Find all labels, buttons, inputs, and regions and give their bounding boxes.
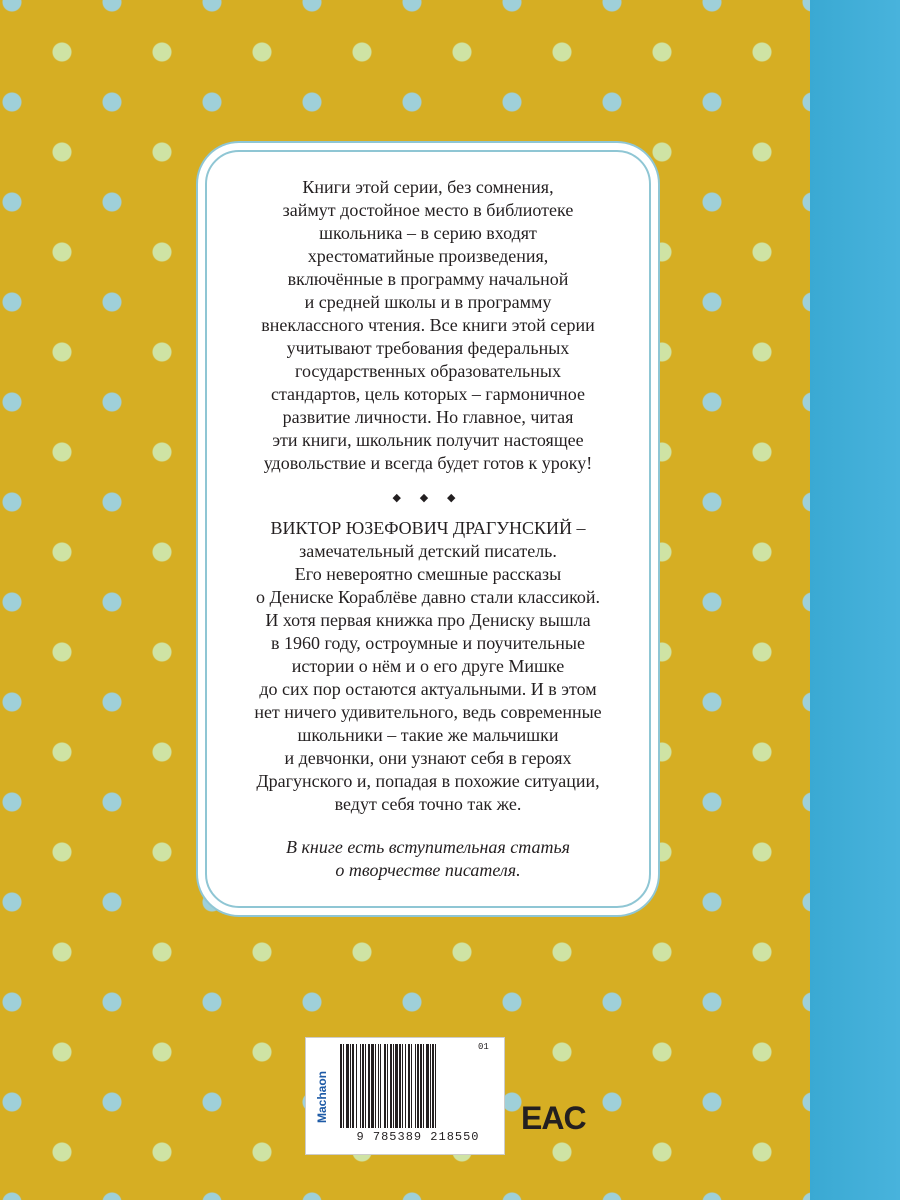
barcode-bar [343, 1044, 344, 1128]
barcode-bar [365, 1044, 366, 1128]
barcode-bar [402, 1044, 403, 1128]
eac-mark: EAC [521, 1100, 586, 1136]
publisher-logo [310, 1042, 334, 1152]
barcode-bar [415, 1044, 416, 1128]
barcode-bar [375, 1044, 376, 1128]
barcode-bar [390, 1044, 392, 1128]
barcode-bar [356, 1044, 357, 1128]
intro-note: В книге есть вступительная статья о творчестве писателя. [285, 837, 571, 880]
barcode-box [305, 1037, 505, 1155]
isbn-number: 9 785389 218550 [356, 1130, 480, 1144]
barcode-bar [362, 1044, 364, 1128]
barcode-bar [417, 1044, 419, 1128]
barcode-bar [405, 1044, 406, 1128]
series-description: Книги этой серии, без сомнения, займут достойное место в библиотеке школьника – в серию входят хрестоматийные произведения, включённые в программу начальной и средней школы и в программу внеклассного чтения. Все книги этой серии учитывают требования федеральных государственных образовательных стандартов, цель которых – гармоничное развитие личности. Но главное, читая эти книги, школьник получит настоящее удовольствие и всегда будет готов к уроку! [261, 177, 595, 473]
barcode-bar [378, 1044, 379, 1128]
barcode-bar [340, 1044, 342, 1128]
barcode-bar [395, 1044, 398, 1128]
barcode-bar [426, 1044, 429, 1128]
barcode-bar [387, 1044, 388, 1128]
barcode-bar [346, 1044, 349, 1128]
barcode-bar [350, 1044, 351, 1128]
text-panel [205, 150, 651, 908]
spine-strip [810, 0, 900, 1200]
barcode-bar [420, 1044, 422, 1128]
barcode-bar [384, 1044, 386, 1128]
diamond-separator: ◆ ◆ ◆ [392, 492, 464, 504]
barcode-bar [371, 1044, 374, 1128]
barcode-bar [411, 1044, 412, 1128]
barcode-bar [432, 1044, 434, 1128]
publisher-name: Machaon [315, 1070, 329, 1124]
barcode-icon [338, 1044, 498, 1128]
barcode-suffix: 01 [478, 1042, 489, 1052]
barcode-bar [368, 1044, 370, 1128]
barcode-bar [430, 1044, 431, 1128]
barcode-bar [360, 1044, 361, 1128]
barcode-bar [408, 1044, 410, 1128]
barcode-bar [352, 1044, 354, 1128]
barcode-bar [399, 1044, 401, 1128]
barcode-bar [380, 1044, 381, 1128]
author-description: ВИКТОР ЮЗЕФОВИЧ ДРАГУНСКИЙ – замечательный детский писатель. Его невероятно смешные рассказы о Дениске Кораблёве давно стали классикой. И хотя первая книжка про Дениску вышла в 1960 году, остроумные и поучительные истории о нём и о его друге Мишке до сих пор остаются актуальными. И в этом нет ничего удивительного, ведь современные школьники – такие же мальчишки и девчонки, они узнают себя в героях Драгунского и, попадая в похожие ситуации, ведут себя точно так же. [254, 518, 602, 814]
barcode-bar [435, 1044, 436, 1128]
barcode-bar [423, 1044, 424, 1128]
barcode-bar [393, 1044, 394, 1128]
